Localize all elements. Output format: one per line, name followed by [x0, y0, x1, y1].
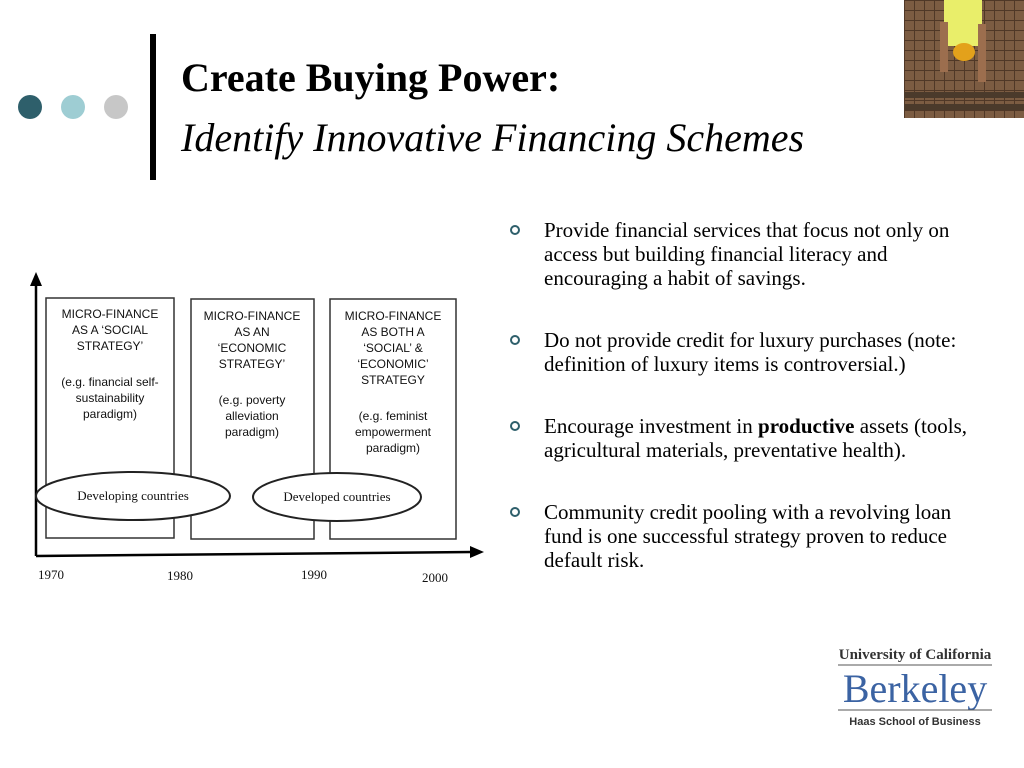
bullet-text-after: assets (tools, agricultural materials, preventative health).: [544, 414, 968, 462]
label-developing-countries: Developing countries: [77, 488, 189, 503]
year-label-1970: 1970: [38, 567, 64, 582]
logo-haas-text: Haas School of Business: [849, 716, 981, 728]
bullet-item-credit-pooling: [510, 500, 988, 572]
year-label-1980: 1980: [167, 568, 193, 583]
bullet-icon: [510, 335, 520, 345]
label-developed-countries: Developed countries: [283, 489, 391, 504]
box1-heading-line1: MICRO-FINANCE: [61, 307, 159, 321]
box1-example-line3: paradigm): [82, 407, 138, 421]
bullet-text-before: Encourage investment in: [544, 414, 759, 438]
box1-example-line2: sustainability: [75, 391, 145, 405]
box2-example-line2: alleviation: [225, 409, 279, 423]
bullet-text: Provide financial services that focus not only on access but building financial literacy and encouraging a habit of savings.: [544, 218, 950, 290]
box3-example-line2: empowerment: [354, 425, 432, 439]
y-axis-arrow: [30, 272, 42, 286]
bullet-icon: [510, 225, 520, 235]
bullet-text-bold: productive: [758, 414, 855, 438]
bullet-text: Community credit pooling with a revolving loan fund is one successful strategy proven to reduce default risk.: [544, 500, 952, 572]
microfinance-timeline-diagram: [20, 268, 490, 598]
year-label-1990: 1990: [301, 567, 327, 582]
box1-heading-line2: AS A ‘SOCIAL: [71, 323, 149, 337]
bullet-icon: [510, 507, 520, 517]
decor-dot-grey: [104, 95, 128, 119]
bullet-list: [510, 218, 988, 610]
slide-title: Create Buying Power:: [181, 55, 561, 100]
box2-example-line3: paradigm): [224, 425, 280, 439]
box2-heading-line3: ‘ECONOMIC: [217, 341, 287, 355]
decor-dot-dark: [18, 95, 42, 119]
box3-heading-line5: STRATEGY: [361, 373, 425, 387]
year-label-2000: 2000: [422, 570, 448, 585]
box3-heading-line4: ‘ECONOMIC’: [357, 357, 429, 371]
bullet-item-investment: [510, 414, 988, 462]
slide-subtitle: Identify Innovative Financing Schemes: [181, 115, 805, 160]
box3-heading-line1: MICRO-FINANCE: [344, 309, 442, 323]
bullet-item-luxury: [510, 328, 988, 376]
box3-heading-line3: ‘SOCIAL’ &: [363, 341, 423, 355]
box3-example-line3: paradigm): [365, 441, 421, 455]
box2-example-line1: (e.g. poverty: [218, 393, 286, 407]
box1-example-line1: (e.g. financial self-: [61, 375, 159, 389]
box2-heading-line1: MICRO-FINANCE: [203, 309, 301, 323]
uc-berkeley-haas-logo: [832, 640, 998, 732]
box3-heading-line2: AS BOTH A: [361, 325, 425, 339]
decor-dot-light: [61, 95, 85, 119]
box1-heading-line3: STRATEGY’: [76, 339, 144, 353]
bullet-item-literacy: [510, 218, 988, 290]
logo-berkeley-text: Berkeley: [842, 666, 988, 711]
bullet-icon: [510, 421, 520, 431]
construction-worker-photo: [904, 0, 1024, 118]
bullet-text: Do not provide credit for luxury purchases (note: definition of luxury items is controversial.): [544, 328, 957, 376]
box2-heading-line2: AS AN: [234, 325, 270, 339]
x-axis-arrow: [470, 546, 484, 558]
box3-example-line1: (e.g. feminist: [358, 409, 428, 423]
title-divider: [150, 34, 156, 180]
x-axis: [36, 552, 472, 556]
logo-university-text: University of California: [838, 647, 992, 663]
box2-heading-line4: STRATEGY’: [218, 357, 286, 371]
